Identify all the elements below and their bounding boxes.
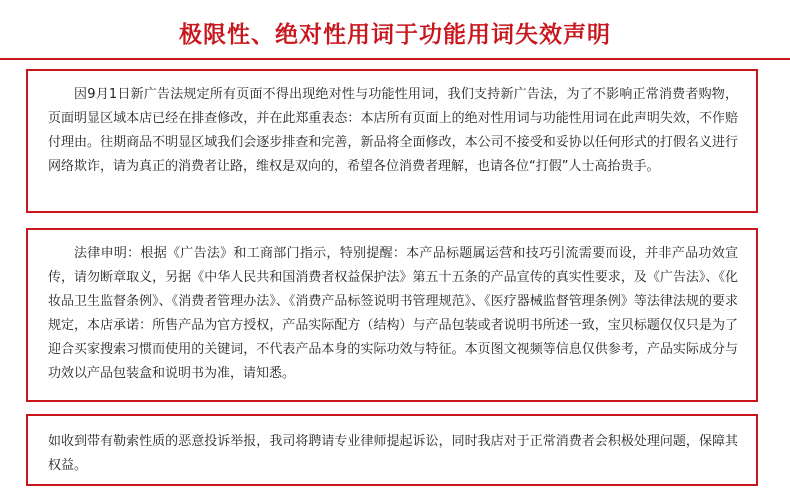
notice-legal-text: 法律申明：根据《广告法》和工商部门指示，特别提醒：本产品标题属运营和技巧引流需要而设，并非产品功效宣传，请勿断章取义，另据《中华人民共和国消费者权益保护法》第五十五条的产品宣传的真实性要求，及《广告法》、《化妆品卫生监督条例》、《消费者管理办法》、《消费产品标签说明书管理规范》、《医疗器械监督管理条例》等法律法规的要求规定，本店承诺：所售产品为官方授权，产品实际配方（结构）与产品包装或者说明书所述一致，宝贝标题仅仅只是为了迎合买家搜索习惯而使用的关键词，不代表产品本身的实际功效与特征。本页图文视频等信息仅供参考，产品实际成分与功效以产品包装盒和说明书为准，请知悉。 bbox=[48, 246, 738, 381]
notice-box-invalidation bbox=[26, 69, 758, 213]
notice-invalidation-text: 因9月1日新广告法规定所有页面不得出现绝对性与功能性用词，我们支持新广告法，为了不影响正常消费者购物，页面明显区域本店已经在排查修改，并在此郑重表态：本店所有页面上的绝对性用词与功能性用词在此声明失效，不作赔付理由。往期商品不明显区域我们会逐步排查和完善，新品将全面修改，本公司不接受和妥协以任何形式的打假名义进行网络欺诈，请为真正的消费者让路，维权是双向的，希望各位消费者理解，也请各位“打假”人士高抬贵手。 bbox=[48, 87, 738, 174]
page-title: 极限性、绝对性用词于功能用词失效声明 bbox=[179, 22, 611, 48]
notice-complaint-text: 如收到带有勒索性质的恶意投诉举报，我司将聘请专业律师提起诉讼，同时我店对于正常消费者会积极处理问题，保障其权益。 bbox=[48, 434, 738, 473]
notice-box-legal bbox=[26, 228, 758, 402]
title-divider bbox=[0, 58, 790, 60]
notice-box-complaint bbox=[26, 414, 758, 486]
